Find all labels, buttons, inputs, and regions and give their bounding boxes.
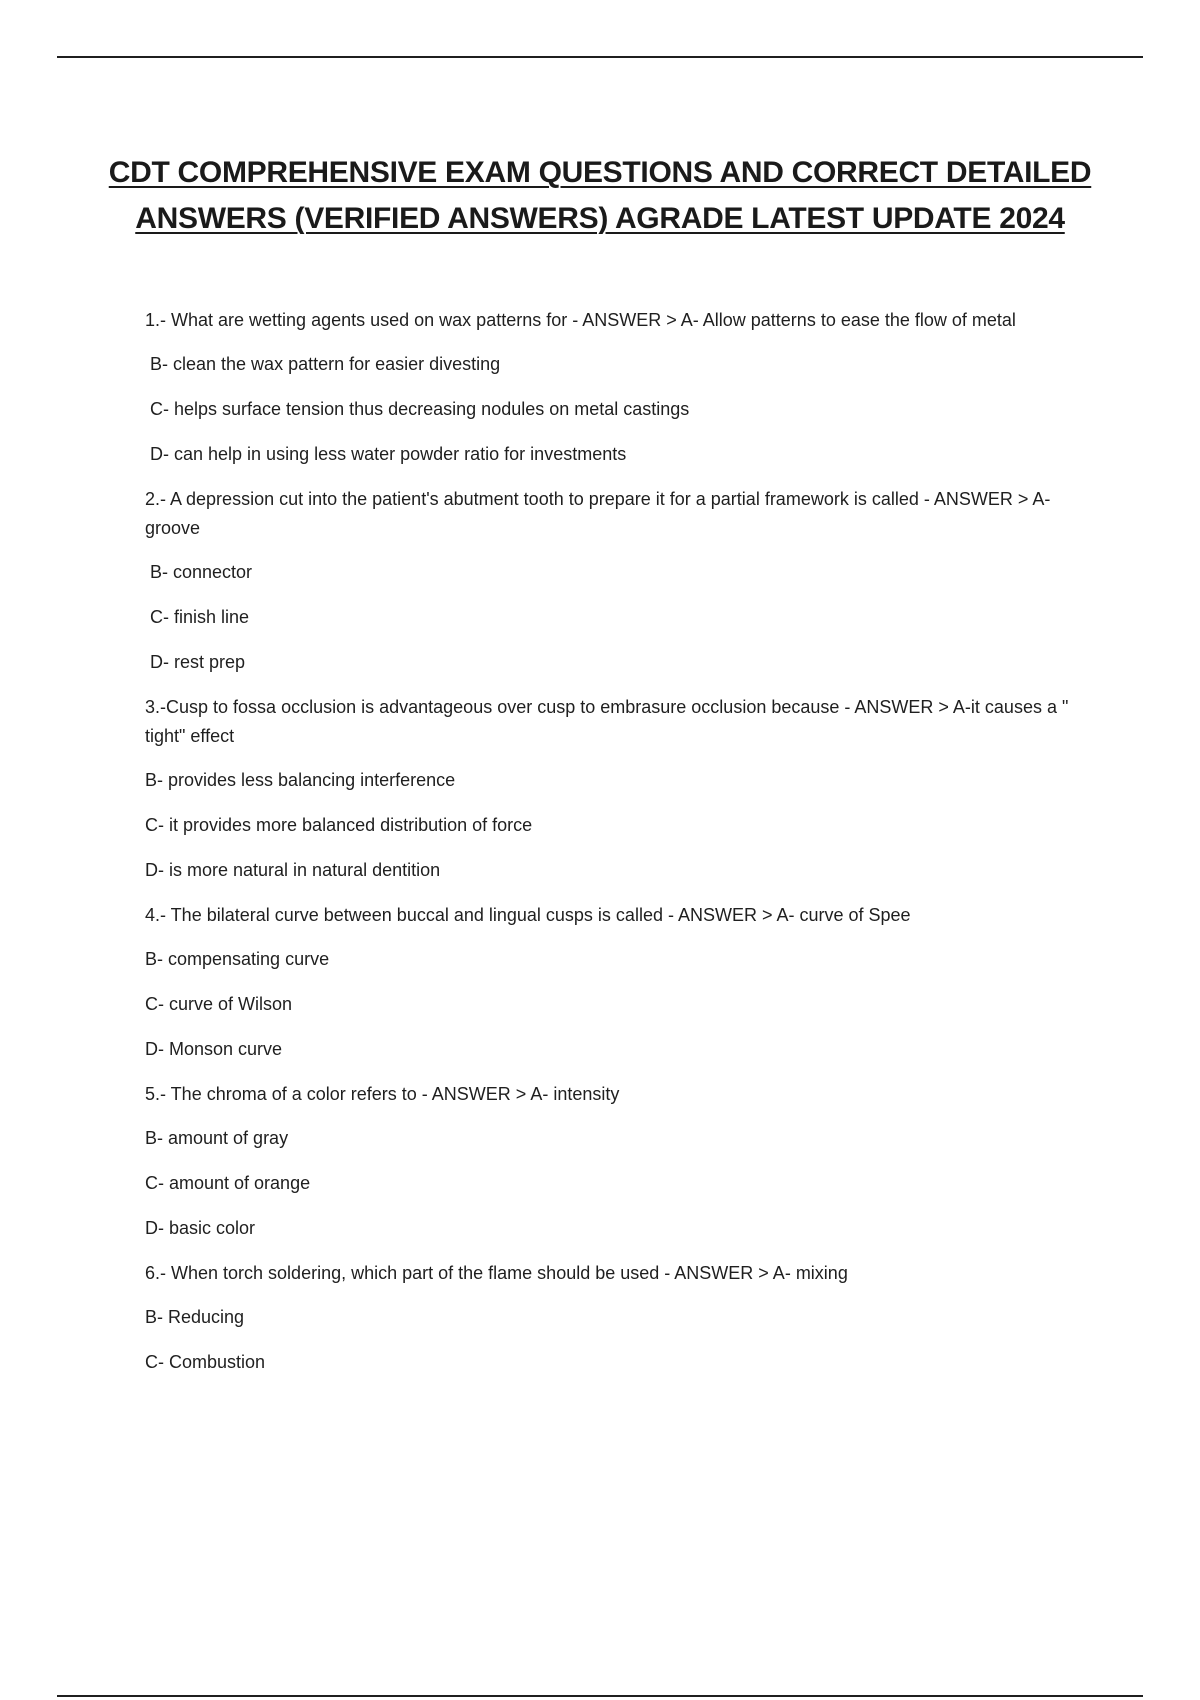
question-3-option-b: B- provides less balancing interference — [145, 770, 456, 790]
header-rule — [57, 56, 1143, 58]
question-1: 1.- What are wetting agents used on wax patterns for - ANSWER > A- Allow patterns to ease the flow of metal — [145, 310, 1016, 330]
question-6: 6.- When torch soldering, which part of the flame should be used - ANSWER > A- mixing — [145, 1263, 848, 1283]
footer-rule — [57, 1695, 1143, 1697]
question-2-option-b: B- connector — [150, 562, 253, 582]
question-6-option-b: B- Reducing — [145, 1307, 245, 1327]
question-1-option-b: B- clean the wax pattern for easier divesting — [150, 354, 501, 374]
question-1-option-c: C- helps surface tension thus decreasing nodules on metal castings — [150, 399, 690, 419]
question-5-option-b: B- amount of gray — [145, 1128, 289, 1148]
question-6-option-c: C- Combustion — [145, 1352, 266, 1372]
question-5: 5.- The chroma of a color refers to - ANSWER > A- intensity — [145, 1084, 620, 1104]
question-4-option-b: B- compensating curve — [145, 949, 330, 969]
question-2: 2.- A depression cut into the patient's abutment tooth to prepare it for a partial framework is called - ANSWER > A-groove — [145, 489, 1051, 538]
question-4-option-c: C- curve of Wilson — [145, 994, 293, 1014]
question-3-option-c: C- it provides more balanced distribution of force — [145, 815, 533, 835]
question-5-option-c: C- amount of orange — [145, 1173, 311, 1193]
question-4-option-d: D- Monson curve — [145, 1039, 283, 1059]
question-list — [145, 306, 1085, 1393]
question-4: 4.- The bilateral curve between buccal and lingual cusps is called - ANSWER > A- curve of Spee — [145, 905, 911, 925]
question-3-option-d: D- is more natural in natural dentition — [145, 860, 441, 880]
document-title: CDT COMPREHENSIVE EXAM QUESTIONS AND CORRECT DETAILED ANSWERS (VERIFIED ANSWERS) AGRADE LATEST UPDATE 2024 — [108, 156, 1092, 235]
question-2-option-d: D- rest prep — [150, 652, 246, 672]
question-2-option-c: C- finish line — [150, 607, 250, 627]
question-3: 3.-Cusp to fossa occlusion is advantageous over cusp to embrasure occlusion because - ANSWER > A-it causes a " tight" effect — [145, 697, 1069, 746]
question-5-option-d: D- basic color — [145, 1218, 256, 1238]
question-1-option-d: D- can help in using less water powder ratio for investments — [150, 444, 627, 464]
